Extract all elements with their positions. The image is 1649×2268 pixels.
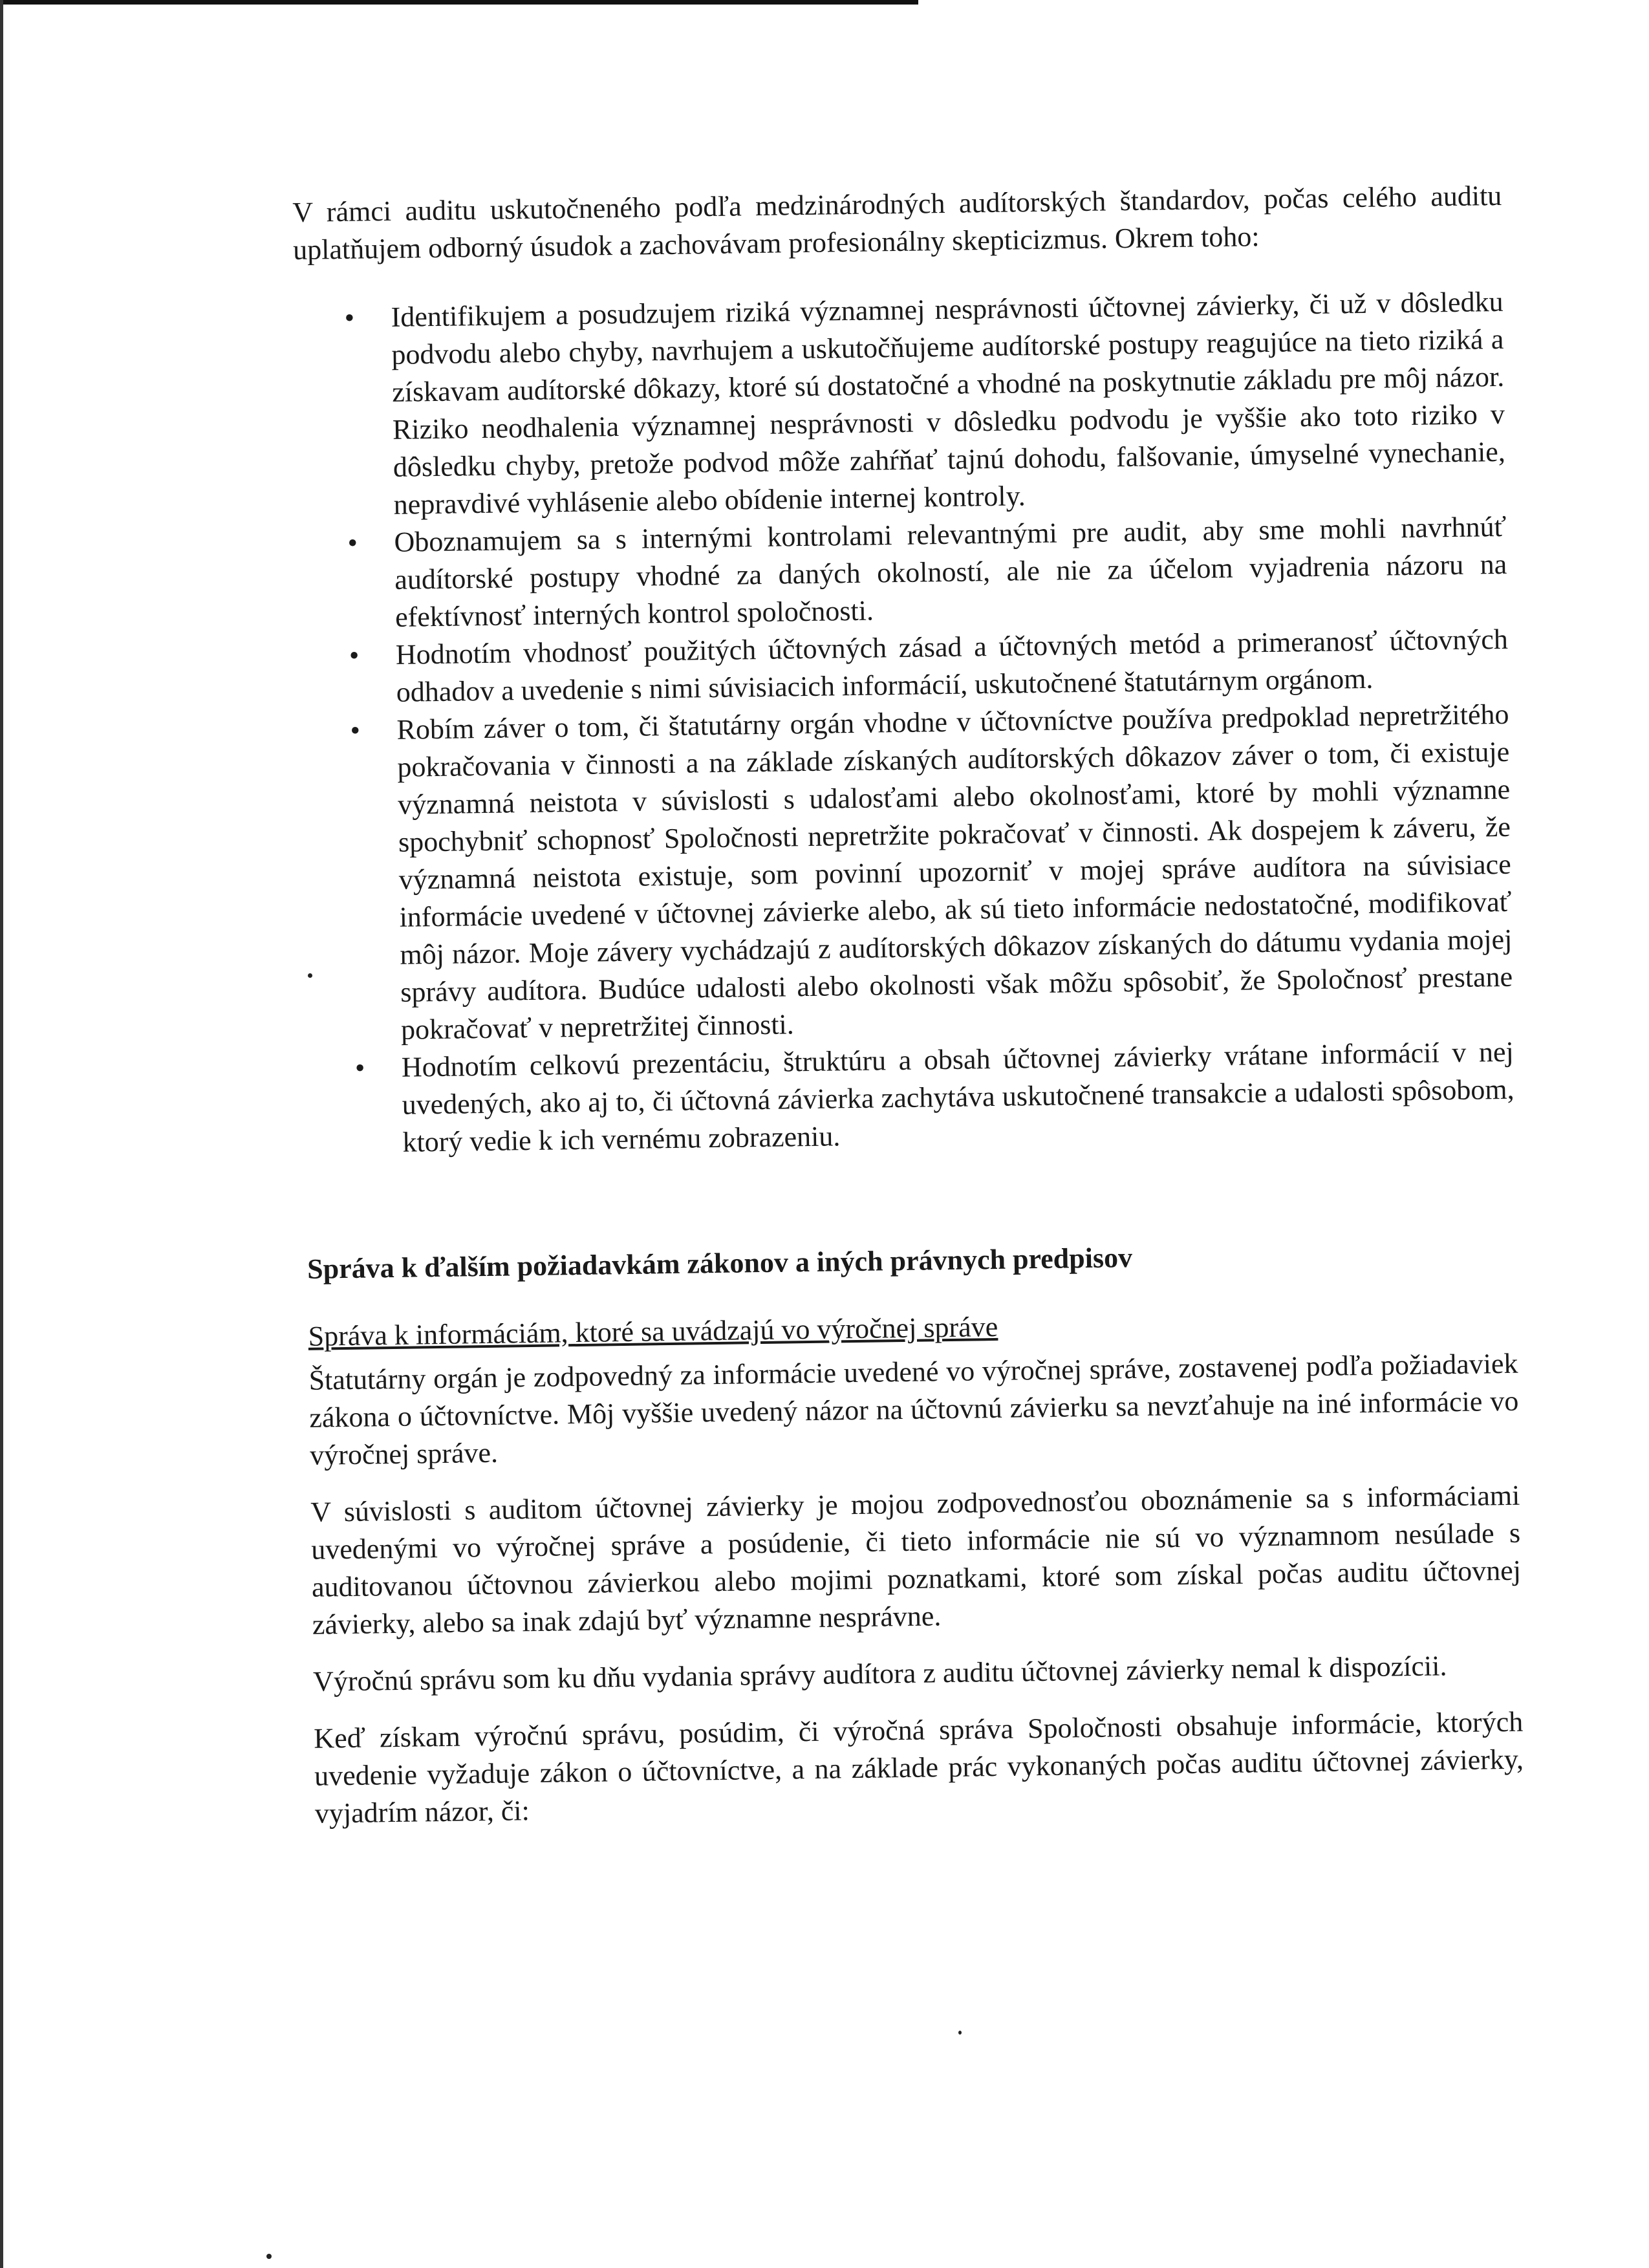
subsection-heading: Správa k informáciám, ktoré sa uvádzajú vo výročnej správe (308, 1310, 998, 1352)
audit-procedures-list (294, 283, 1514, 1163)
scan-speck (308, 973, 312, 978)
body-paragraph: Výročnú správu som ku dňu vydania správy audítora z auditu účtovnej závierky nemal k dispozícii. (312, 1650, 1447, 1698)
list-item-text: Oboznamujem sa s internými kontrolami relevantnými pre audit, aby sme mohli navrhnúť audítorské postupy vhodné za daných okolností, ale nie za účelom vyjadrenia názoru na efektívnosť interných kontrol spoločnosti. (394, 510, 1507, 633)
list-item-text: Hodnotím vhodnosť použitých účtovných zásad a účtovných metód a primeranosť účtovných odhadov a uvedenie s nimi súvisiacich informácií, uskutočnené štatutárnym orgánom. (395, 623, 1509, 708)
list-item-text: Robím záver o tom, či štatutárny orgán vhodne v účtovníctve používa predpoklad nepretržitého pokračovania v činnosti a na základe získaných audítorských dôkazov záver o tom, či existuje významná neistota v súvislosti s udalosťami alebo okolnosťami, ktoré by mohli významne spochybniť schopnosť Spoločnosti nepretržite pokračovať v činnosti. Ak dospejem k záveru, že významná neistota existuje, som povinní upozorniť v mojej správe audítora na súvisiace informácie uvedené v účtovnej závierke alebo, ak sú tieto informácie nedostatočné, modifikovať môj názor. Moje závery vychádzajú z audítorských dôkazov získaných do dátumu vydania mojej správy audítora. Budúce udalosti alebo okolnosti však môžu spôsobiť, že Spoločnosť prestane pokračovať v nepretržitej činnosti. (396, 698, 1513, 1046)
body-paragraph: Štatutárny orgán je zodpovedný za informácie uvedené vo výročnej správe, zostavenej podľa požiadaviek zákona o účtovníctve. Môj vyššie uvedený názor na účtovnú závierku sa nevzťahuje na iné informácie vo výročnej správe. (308, 1347, 1519, 1471)
list-item (299, 696, 1513, 1050)
section-heading: Správa k ďalším požiadavkám zákonov a iných právnych predpisov (307, 1242, 1133, 1285)
scan-border-top (0, 0, 918, 5)
list-item (304, 1033, 1514, 1163)
body-paragraph: Keď získam výročnú správu, posúdim, či výročná správa Spoločnosti obsahuje informácie, ktorých uvedenie vyžaduje zákon o účtovníctve, a na základe prác vykonaných počas auditu účtovnej závierky, vyjadrím názor, či: (314, 1705, 1524, 1830)
document-page (292, 177, 1524, 1833)
scan-border-left (0, 0, 3, 2268)
list-item (297, 508, 1507, 638)
body-paragraph: V súvislosti s auditom účtovnej závierky je mojou zodpovednosťou oboznámenie sa s informáciami uvedenými vo výročnej správe a posúdenie, či tieto informácie nie sú vo významnom nesúlade s auditovanou účtovnou závierkou alebo mojimi poznatkami, ktoré som získal počas auditu účtovnej závierky, alebo sa inak zdajú byť významne nesprávne. (310, 1479, 1522, 1641)
list-item-text: Identifikujem a posudzujem riziká významnej nesprávnosti účtovnej závierky, či už v dôsledku podvodu alebo chyby, navrhujem a uskutočňujeme audítorské postupy reagujúce na tieto riziká a získavam audítorské dôkazy, ktoré sú dostatočné a vhodné na poskytnutie základu pre môj názor. Riziko neodhalenia významnej nesprávnosti v dôsledku podvodu je vyššie ako toto riziko v dôsledku chyby, pretože podvod môže zahŕňať tajnú dohodu, falšovanie, úmyselné vynechanie, nepravdivé vyhlásenie alebo obídenie internej kontroly. (391, 285, 1506, 521)
scan-speck (958, 2031, 962, 2035)
bullet-icon: • (349, 639, 360, 671)
intro-paragraph: V rámci auditu uskutočneného podľa medzinárodných audítorských štandardov, počas celého auditu uplatňujem odborný úsudok a zachovávam profesionálny skepticizmus. Okrem toho: (292, 179, 1502, 266)
bullet-icon: • (354, 1052, 365, 1084)
list-item (294, 283, 1506, 525)
scan-speck (266, 2254, 272, 2259)
list-item-text: Hodnotím celkovú prezentáciu, štruktúru a obsah účtovnej závierky vrátane informácií v nej uvedených, ako aj to, či účtovná závierka zachytáva uskutočnené transakcie a udalosti spôsobom, ktorý vedie k ich vernému zobrazeniu. (401, 1035, 1514, 1158)
bullet-icon: • (350, 714, 361, 746)
bullet-icon: • (347, 526, 358, 559)
bullet-icon: • (344, 301, 355, 334)
